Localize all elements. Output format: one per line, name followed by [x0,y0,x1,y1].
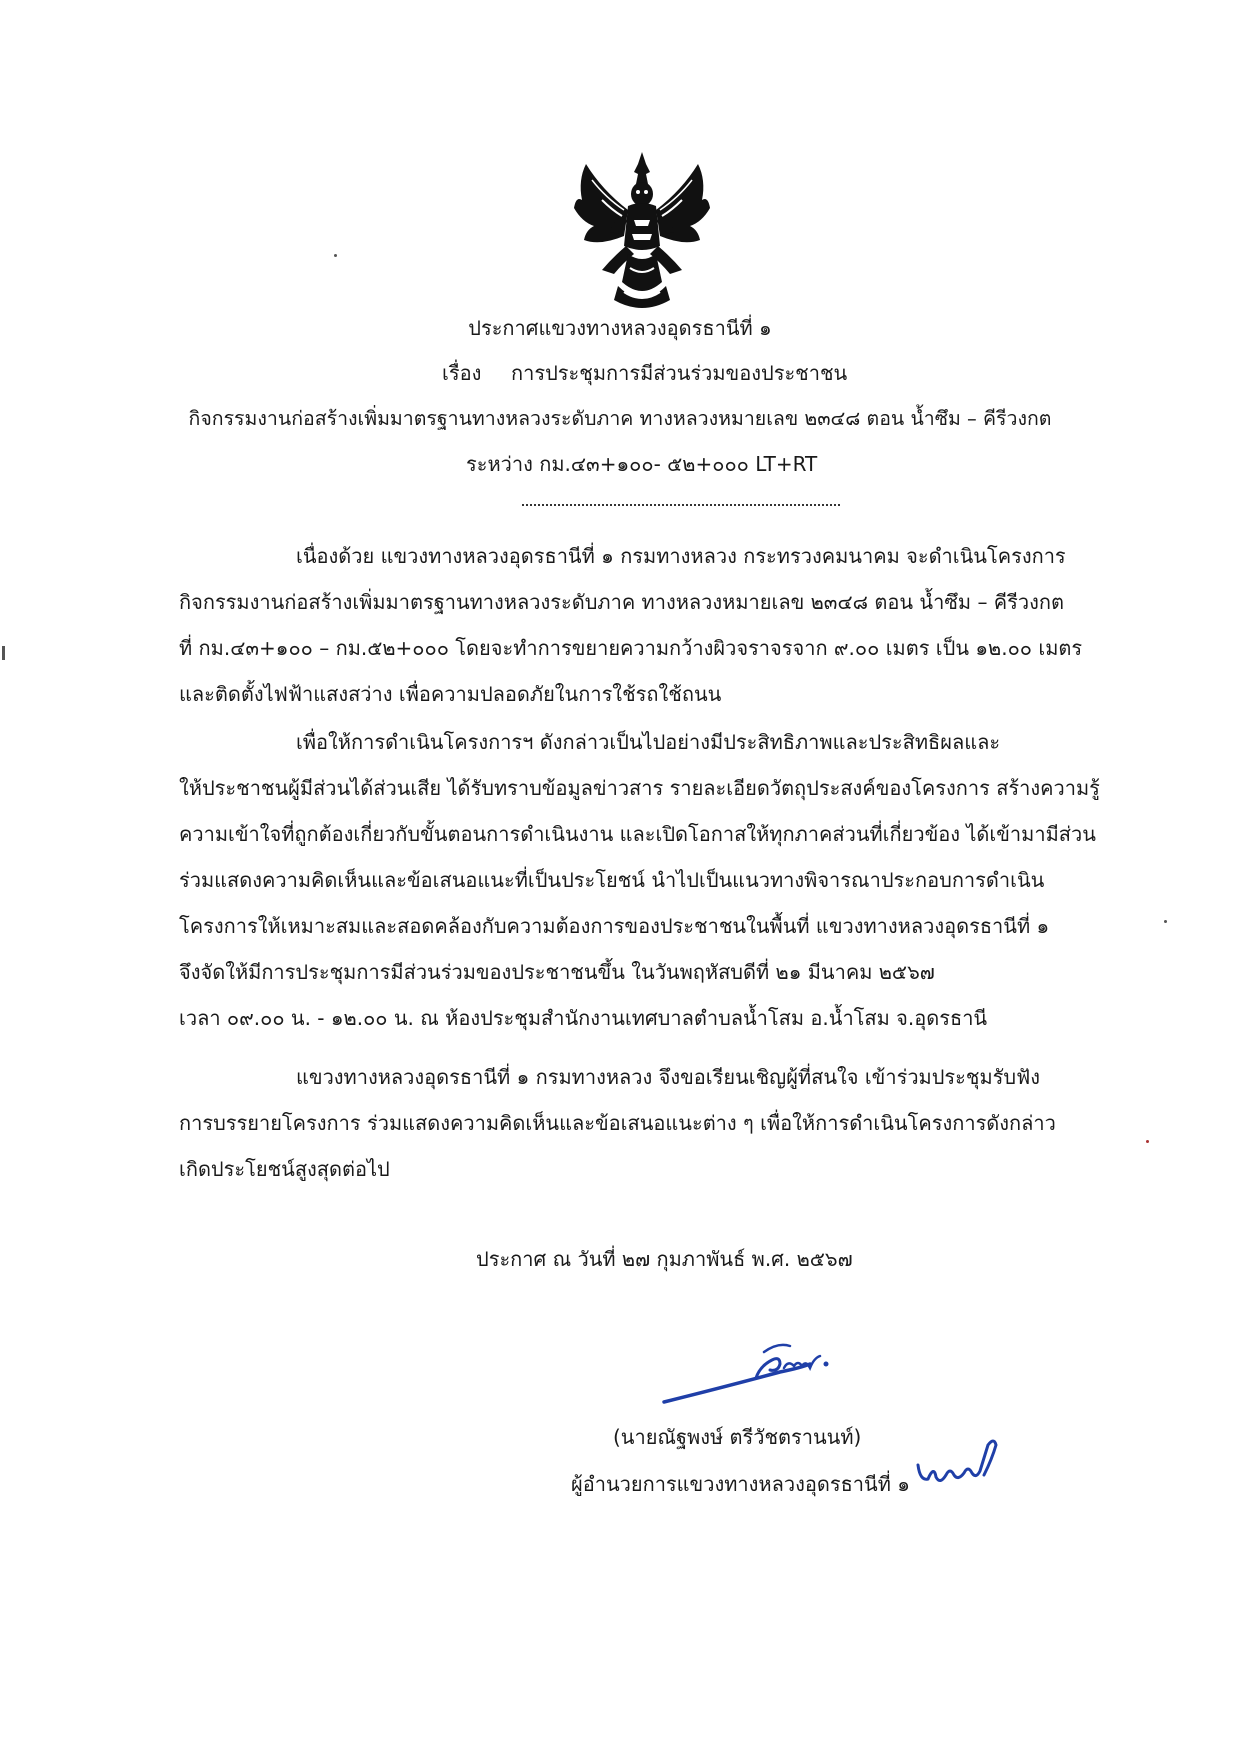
announcement-title: ประกาศแขวงทางหลวงอุดรธานีที่ ๑ [468,316,772,340]
paragraph-line: เพื่อให้การดำเนินโครงการฯ ดังกล่าวเป็นไปอย่างมีประสิทธิภาพและประสิทธิผลและ [296,730,1001,754]
paragraph-line: จึงจัดให้มีการประชุมการมีส่วนร่วมของประชาชนขึ้น ในวันพฤหัสบดีที่ ๒๑ มีนาคม ๒๕๖๗ [179,960,935,984]
signature [660,1330,860,1410]
paragraph-line: เนื่องด้วย แขวงทางหลวงอุดรธานีที่ ๑ กรมทางหลวง กระทรวงคมนาคม จะดำเนินโครงการ [296,544,1066,568]
scan-speck [334,254,337,257]
project-title-line2: ระหว่าง กม.๔๓+๑๐๐- ๕๒+๐๐๐ LT+RT [466,452,818,476]
paragraph-line: การบรรยายโครงการ ร่วมแสดงความคิดเห็นและข้อเสนอแนะต่าง ๆ เพื่อให้การดำเนินโครงการดังกล่าว [179,1111,1056,1135]
announcement-date: ประกาศ ณ วันที่ ๒๗ กุมภาพันธ์ พ.ศ. ๒๕๖๗ [476,1247,853,1271]
garuda-emblem [572,150,712,310]
paragraph-line: ให้ประชาชนผู้มีส่วนได้ส่วนเสีย ได้รับทราบข้อมูลข่าวสาร รายละเอียดวัตถุประสงค์ของโครงการ สร้างความรู้ [179,776,1100,800]
scan-edge-mark [2,646,5,660]
paragraph-line: ร่วมแสดงความคิดเห็นและข้อเสนอแนะที่เป็นประโยชน์ นำไปเป็นแนวทางพิจารณาประกอบการดำเนิน [179,868,1045,892]
project-title-line1: กิจกรรมงานก่อสร้างเพิ่มมาตรฐานทางหลวงระดับภาค ทางหลวงหมายเลข ๒๓๔๘ ตอน น้ำซึม – คีรีวงกต [188,407,1052,430]
scan-speck [1146,1140,1149,1143]
initials-graphic [914,1435,1004,1491]
initials [914,1435,1004,1491]
paragraph-line: แขวงทางหลวงอุดรธานีที่ ๑ กรมทางหลวง จึงขอเรียนเชิญผู้ที่สนใจ เข้าร่วมประชุมรับฟัง [296,1065,1041,1089]
paragraph-line: โครงการให้เหมาะสมและสอดคล้องกับความต้องการของประชาชนในพื้นที่ แขวงทางหลวงอุดรธานีที่ ๑ [179,914,1050,938]
subject-label: เรื่อง [442,361,482,385]
paragraph-line: ที่ กม.๔๓+๑๐๐ – กม.๕๒+๐๐๐ โดยจะทำการขยายความกว้างผิวจราจรจาก ๙.๐๐ เมตร เป็น ๑๒.๐๐ เมตร [179,636,1083,660]
signature-graphic [660,1330,860,1410]
separator-dotted-line [522,504,840,506]
signer-name: (นายณัฐพงษ์ ตรีวัชตรานนท์) [613,1425,862,1449]
subject-text: การประชุมการมีส่วนร่วมของประชาชน [511,361,848,385]
paragraph-line: กิจกรรมงานก่อสร้างเพิ่มมาตรฐานทางหลวงระดับภาค ทางหลวงหมายเลข ๒๓๔๘ ตอน น้ำซึม – คีรีวงกต [179,590,1065,614]
paragraph-line: เกิดประโยชน์สูงสุดต่อไป [179,1157,390,1181]
scan-speck [1164,920,1167,923]
signer-position: ผู้อำนวยการแขวงทางหลวงอุดรธานีที่ ๑ [571,1472,910,1496]
paragraph-line: เวลา ๐๙.๐๐ น. - ๑๒.๐๐ น. ณ ห้องประชุมสำนักงานเทศบาลตำบลน้ำโสม อ.น้ำโสม จ.อุดรธานี [179,1006,988,1030]
garuda-emblem-graphic [572,150,712,310]
paragraph-line: และติดตั้งไฟฟ้าแสงสว่าง เพื่อความปลอดภัยในการใช้รถใช้ถนน [179,682,722,706]
paragraph-line: ความเข้าใจที่ถูกต้องเกี่ยวกับขั้นตอนการดำเนินงาน และเปิดโอกาสให้ทุกภาคส่วนที่เกี่ยวข้อง ได้เข้ามามีส่วน [179,822,1096,846]
